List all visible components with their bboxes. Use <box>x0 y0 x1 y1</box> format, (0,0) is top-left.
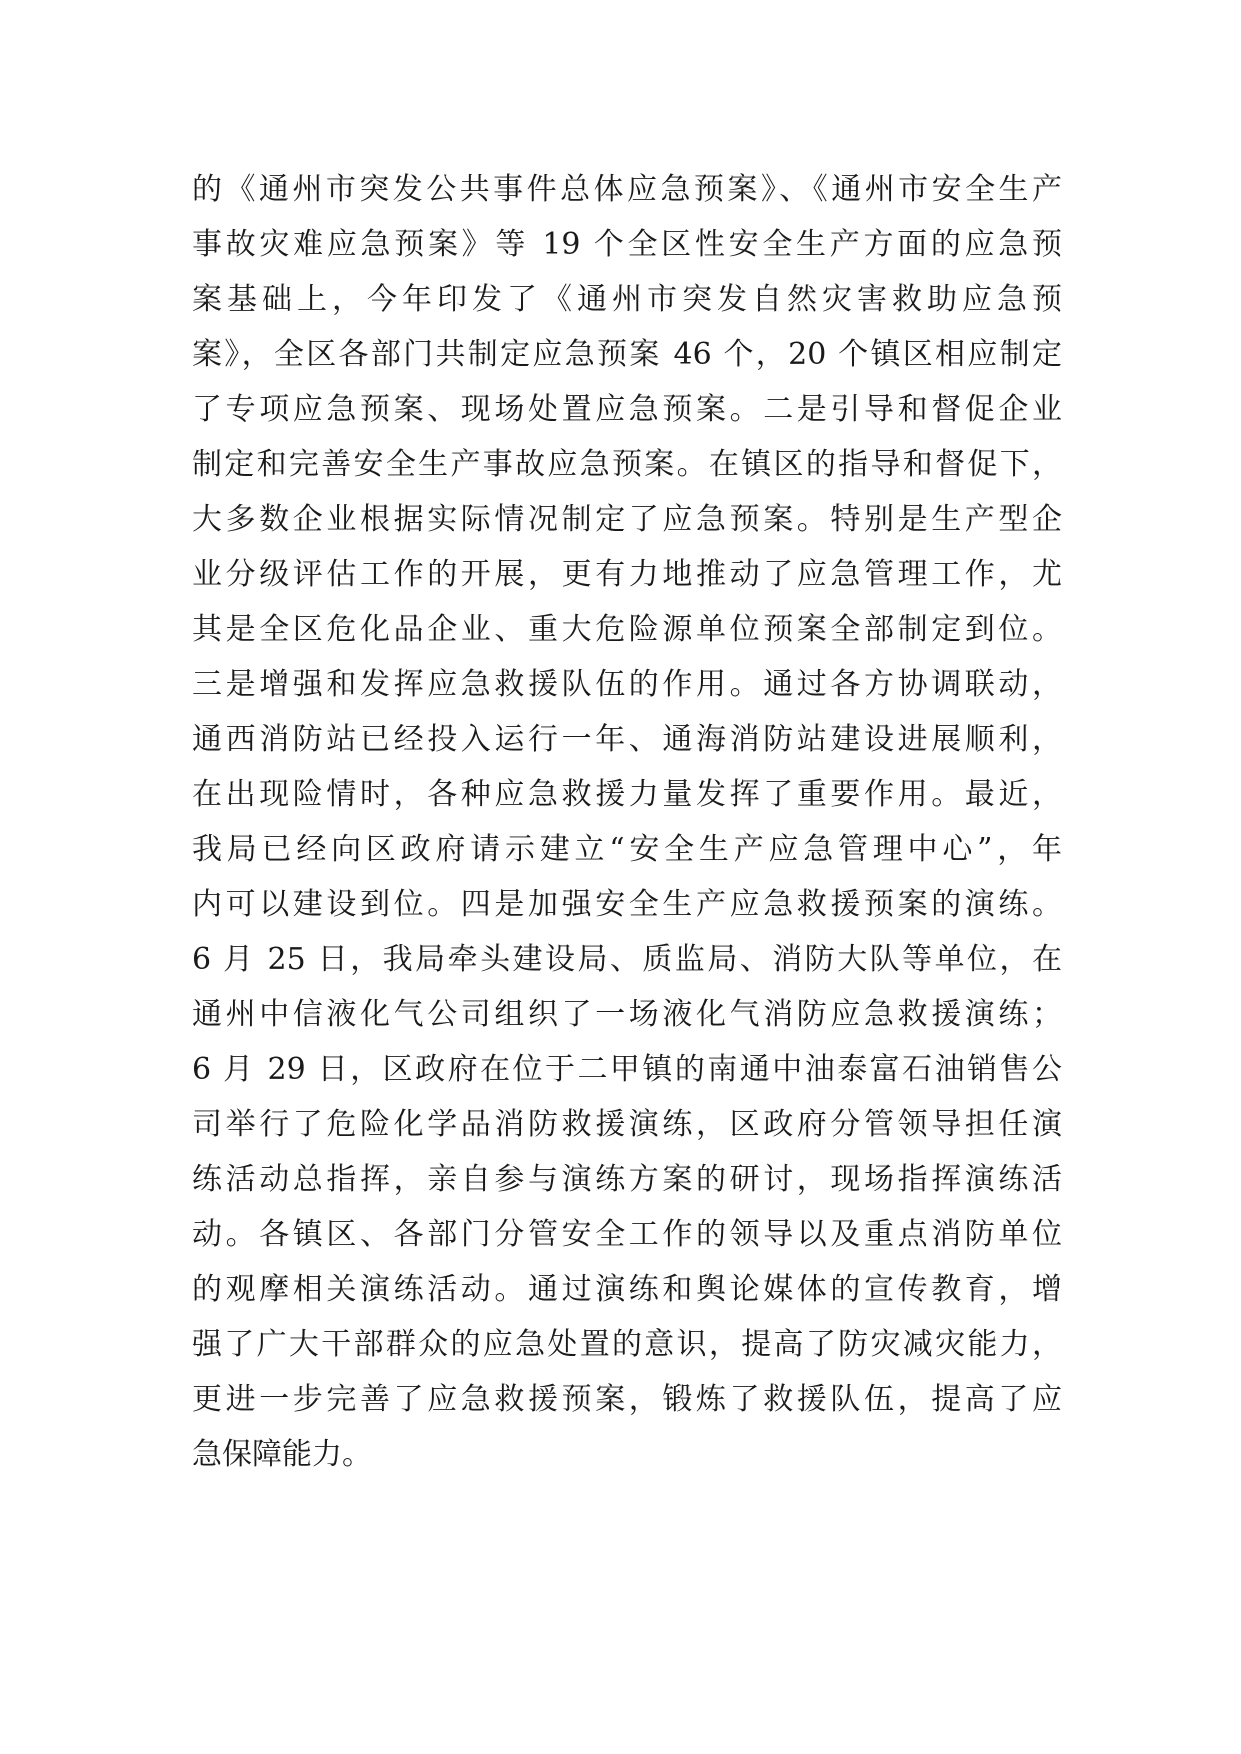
text-line: 6 月 29 日，区政府在位于二甲镇的南通中油泰富石油销售公 <box>192 1052 1062 1087</box>
text-line: 通州中信液化气公司组织了一场液化气消防应急救援演练； <box>192 997 1062 1032</box>
text-line: 了专项应急预案、现场处置应急预案。二是引导和督促企业 <box>192 392 1062 427</box>
text-line: 案》，全区各部门共制定应急预案 46 个，20 个镇区相应制定 <box>192 337 1062 372</box>
text-line: 急保障能力。 <box>192 1437 372 1472</box>
text-line: 司举行了危险化学品消防救援演练，区政府分管领导担任演 <box>192 1107 1062 1142</box>
body-paragraph <box>192 162 1062 1482</box>
text-line: 其是全区危化品企业、重大危险源单位预案全部制定到位。 <box>192 612 1062 647</box>
text-line: 6 月 25 日，我局牵头建设局、质监局、消防大队等单位，在 <box>192 942 1062 977</box>
text-line: 练活动总指挥，亲自参与演练方案的研讨，现场指挥演练活 <box>192 1162 1062 1197</box>
text-line: 业分级评估工作的开展，更有力地推动了应急管理工作，尤 <box>192 557 1062 592</box>
text-line: 动。各镇区、各部门分管安全工作的领导以及重点消防单位 <box>192 1217 1062 1252</box>
text-line: 的观摩相关演练活动。通过演练和舆论媒体的宣传教育，增 <box>192 1272 1062 1307</box>
text-line: 内可以建设到位。四是加强安全生产应急救援预案的演练。 <box>192 887 1062 922</box>
text-line: 通西消防站已经投入运行一年、通海消防站建设进展顺利， <box>192 722 1062 757</box>
text-line: 制定和完善安全生产事故应急预案。在镇区的指导和督促下， <box>192 447 1062 482</box>
text-line: 三是增强和发挥应急救援队伍的作用。通过各方协调联动， <box>192 667 1062 702</box>
text-line: 在出现险情时，各种应急救援力量发挥了重要作用。最近， <box>192 777 1062 812</box>
text-line: 案基础上，今年印发了《通州市突发自然灾害救助应急预 <box>192 282 1062 317</box>
text-line: 大多数企业根据实际情况制定了应急预案。特别是生产型企 <box>192 502 1062 537</box>
text-line: 我局已经向区政府请示建立“安全生产应急管理中心”，年 <box>192 832 1062 867</box>
text-line: 事故灾难应急预案》等 19 个全区性安全生产方面的应急预 <box>192 227 1062 262</box>
text-line: 强了广大干部群众的应急处置的意识，提高了防灾减灾能力， <box>192 1327 1062 1362</box>
text-line: 的《通州市突发公共事件总体应急预案》、《通州市安全生产 <box>192 172 1062 207</box>
text-line: 更进一步完善了应急救援预案，锻炼了救援队伍，提高了应 <box>192 1382 1062 1417</box>
